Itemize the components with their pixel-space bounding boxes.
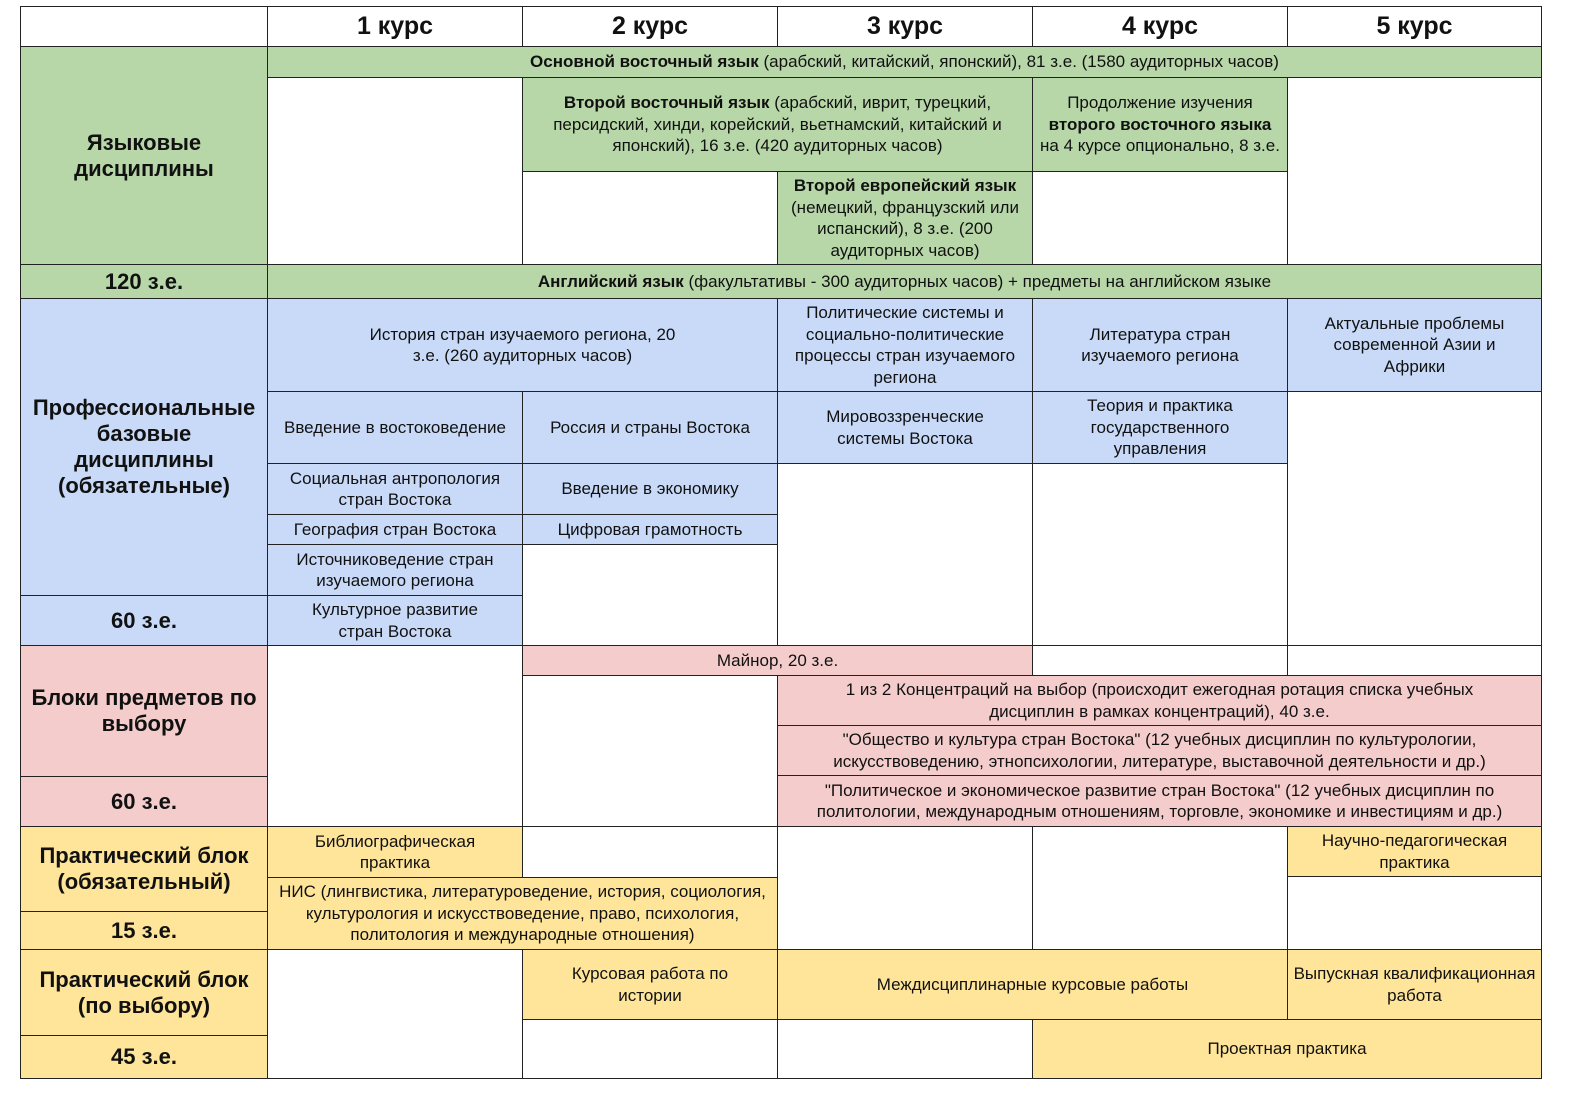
main-oriental-language [267, 46, 1542, 78]
empty-cell [1287, 645, 1542, 676]
empty-cell [777, 463, 1033, 646]
second-oriental-language [522, 77, 1033, 172]
empty-cell [522, 171, 778, 265]
second-oriental-continuation [1032, 77, 1288, 172]
empty-cell [522, 675, 778, 827]
english-language [267, 264, 1542, 299]
worldview-systems: Мировоззренческие системы Востока [777, 391, 1033, 464]
header-year-4: 4 курс [1032, 6, 1288, 47]
empty-cell [267, 77, 523, 265]
empty-cell [1032, 645, 1288, 676]
second-european-language-title: Второй европейский язык [793, 176, 1017, 195]
empty-cell [522, 544, 778, 646]
research-seminar: НИС (лингвистика, литературоведение, история, социология, культурология и искусствоведение, право, психология, политология и международные отношения) [267, 877, 778, 950]
practical-required-label: Практический блок (обязательный) [20, 826, 268, 912]
geography-of-east: География стран Востока [267, 514, 523, 545]
english-language-details: (факультативы - 300 аудиторных часов) + предметы на английском языке [683, 271, 1272, 291]
graduation-thesis: Выпускная квалификационная работа [1287, 949, 1542, 1020]
interdisciplinary-coursework: Междисциплинарные курсовые работы [777, 949, 1288, 1020]
empty-cell [1287, 876, 1542, 950]
empty-cell [1032, 826, 1288, 950]
actual-problems-asia-africa: Актуальные проблемы современной Азии и Африки [1287, 298, 1542, 392]
header-year-5: 5 курс [1287, 6, 1542, 47]
practical-required-credits: 15 з.е. [20, 911, 268, 950]
continuation-suffix: на 4 курсе опционально, 8 з.е. [1040, 136, 1280, 156]
continuation-prefix: Продолжение изучения [1067, 93, 1253, 113]
electives-block-credits: 60 з.е. [20, 776, 268, 827]
header-year-3: 3 курс [777, 6, 1033, 47]
empty-cell [267, 645, 523, 827]
empty-cell [267, 949, 523, 1079]
professional-block-credits: 60 з.е. [20, 595, 268, 646]
empty-cell [522, 826, 778, 878]
english-language-title: Английский язык [537, 271, 684, 291]
practical-elective-label: Практический блок (по выбору) [20, 949, 268, 1036]
header-year-2: 2 курс [522, 6, 778, 47]
russia-and-east: Россия и страны Востока [522, 391, 778, 464]
electives-block-label: Блоки предметов по выбору [20, 645, 268, 777]
intro-oriental-studies: Введение в востоковедение [267, 391, 523, 464]
literature-of-region: Литература стран изучаемого региона [1032, 298, 1288, 392]
social-anthropology: Социальная антропология стран Востока [267, 463, 523, 515]
main-oriental-language-details: (арабский, китайский, японский), 81 з.е. (1580 аудиторных часов) [758, 52, 1279, 72]
second-european-language [777, 171, 1033, 265]
language-block-label: Языковые дисциплины [20, 46, 268, 265]
empty-cell [1032, 171, 1288, 265]
practical-elective-credits: 45 з.е. [20, 1035, 268, 1079]
second-oriental-language-title: Второй восточный язык [563, 93, 770, 113]
main-oriental-language-title: Основной восточный язык [530, 52, 759, 72]
bibliographic-practice: Библиографическая практика [267, 826, 523, 878]
project-practice: Проектная практика [1032, 1019, 1542, 1079]
political-systems: Политические системы и социально-политические процессы стран изучаемого региона [777, 298, 1033, 392]
professional-block-label: Профессиональные базовые дисциплины (обязательные) [20, 298, 268, 596]
header-corner [20, 6, 268, 47]
state-management: Теория и практика государственного управления [1032, 391, 1288, 464]
concentration-political-economic: "Политическое и экономическое развитие стран Востока" (12 учебных дисциплин по политологии, международным отношениям, торговле, экономике и инвестициям и др.) [777, 775, 1542, 827]
cultural-development: Культурное развитие стран Востока [267, 595, 523, 646]
empty-cell [1032, 463, 1288, 646]
language-block-credits: 120 з.е. [20, 264, 268, 299]
empty-cell [777, 1019, 1033, 1079]
empty-cell [777, 826, 1033, 950]
minor: Майнор, 20 з.е. [522, 645, 1033, 676]
empty-cell [1287, 391, 1542, 646]
concentration-society-culture: "Общество и культура стран Востока" (12 учебных дисциплин по культурологии, искусствоведению, этнопсихологии, литературе, выставочной деятельности и др.) [777, 725, 1542, 776]
digital-literacy: Цифровая грамотность [522, 514, 778, 545]
intro-economics: Введение в экономику [522, 463, 778, 515]
history-of-region: История стран изучаемого региона, 20 з.е. (260 аудиторных часов) [267, 298, 778, 392]
source-studies: Источниковедение стран изучаемого региона [267, 544, 523, 596]
empty-cell [522, 1019, 778, 1079]
header-year-1: 1 курс [267, 6, 523, 47]
second-european-language-details: (немецкий, французский или испанский), 8 з.е. (200 аудиторных часов) [791, 197, 1019, 260]
concentrations: 1 из 2 Концентраций на выбор (происходит ежегодная ротация списка учебных дисциплин в рамках концентраций), 40 з.е. [777, 675, 1542, 726]
empty-cell [1287, 77, 1542, 265]
second-oriental-language-details: (арабский, иврит, турецкий, персидский, хинди, корейский, вьетнамский, китайский и японский), 16 з.е. (420 аудиторных часов) [553, 93, 1002, 156]
scientific-pedagogical-practice: Научно-педагогическая практика [1287, 826, 1542, 877]
continuation-title: второго восточного языка [1048, 114, 1272, 134]
coursework-history: Курсовая работа по истории [522, 949, 778, 1020]
